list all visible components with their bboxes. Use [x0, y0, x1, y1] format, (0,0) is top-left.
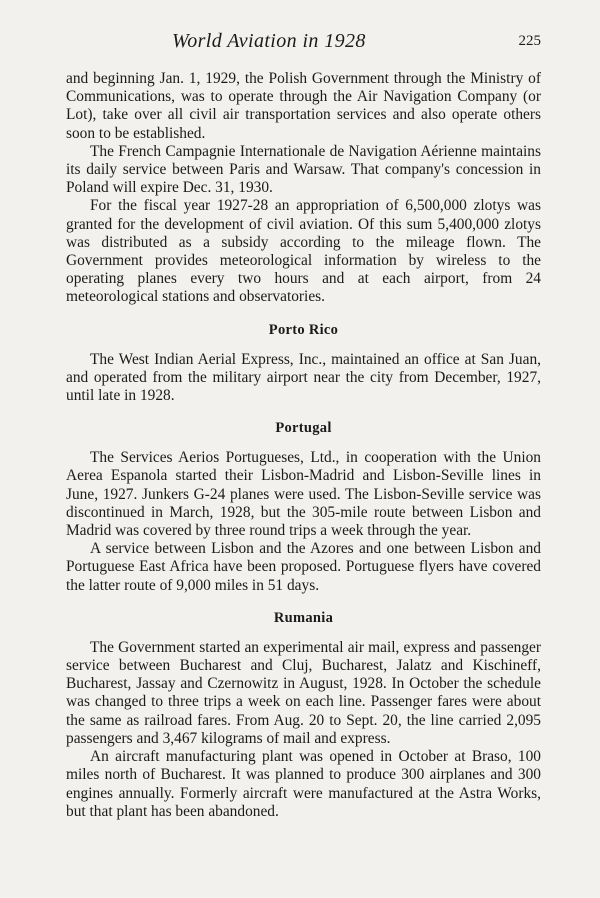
paragraph: For the fiscal year 1927-28 an appropriation of 6,500,000 zlotys was granted for the development of civil aviation. Of this sum 5,400,000 zlotys was distributed as a subsidy according to the mileage flown. The Government provides meteorological information by wireless to the operating planes every two hours and at each airport, from 24 meteorological stations and observatories.	[66, 197, 541, 306]
page-number: 225	[518, 33, 541, 49]
running-title: World Aviation in 1928	[172, 30, 366, 52]
section-heading-rumania: Rumania	[273, 609, 334, 626]
section-heading-portugal: Portugal	[275, 420, 332, 437]
page-header	[66, 30, 541, 54]
paragraph: An aircraft manufacturing plant was opened in October at Braso, 100 miles north of Bucharest. It was planned to produce 300 airplanes and 300 engines annually. Formerly aircraft were manufactured at the Astra Works, but that plant has been abandoned.	[66, 748, 541, 820]
paragraph: A service between Lisbon and the Azores and one between Lisbon and Portuguese East Africa have been proposed. Portuguese flyers have covered the latter route of 9,000 miles in 51 days.	[66, 540, 541, 594]
paragraph: The French Campagnie Internationale de Navigation Aérienne maintains its daily service between Paris and Warsaw. That company's concession in Poland will expire Dec. 31, 1930.	[66, 142, 541, 197]
section-heading-porto-rico: Porto Rico	[268, 321, 339, 338]
paragraph: The Services Aerios Portugueses, Ltd., in cooperation with the Union Aerea Espanola started their Lisbon-Madrid and Lisbon-Seville lines in June, 1927. Junkers G-24 planes were used. The Lisbon-Seville service was discontinued in March, 1928, but the 305-mile route between Lisbon and Madrid was covered by three round trips a week through the year.	[66, 449, 541, 540]
paragraph: The West Indian Aerial Express, Inc., maintained an office at San Juan, and operated from the military airport near the city from December, 1927, until late in 1928.	[66, 350, 541, 405]
page-body	[66, 70, 541, 821]
paragraph: The Government started an experimental air mail, express and passenger service between Bucharest and Cluj, Bucharest, Jalatz and Kischineff, Bucharest, Jassay and Czernowitz in August, 1928. In October the schedule was changed to three trips a week on each line. Passenger fares were about the same as railroad fares. From Aug. 20 to Sept. 20, the line carried 2,095 passengers and 3,467 kilograms of mail and express.	[66, 638, 541, 747]
paragraph: and beginning Jan. 1, 1929, the Polish Government through the Ministry of Communications, was to operate through the Air Navigation Company (or Lot), take over all civil air transportation services and also operate others soon to be established.	[66, 70, 541, 142]
